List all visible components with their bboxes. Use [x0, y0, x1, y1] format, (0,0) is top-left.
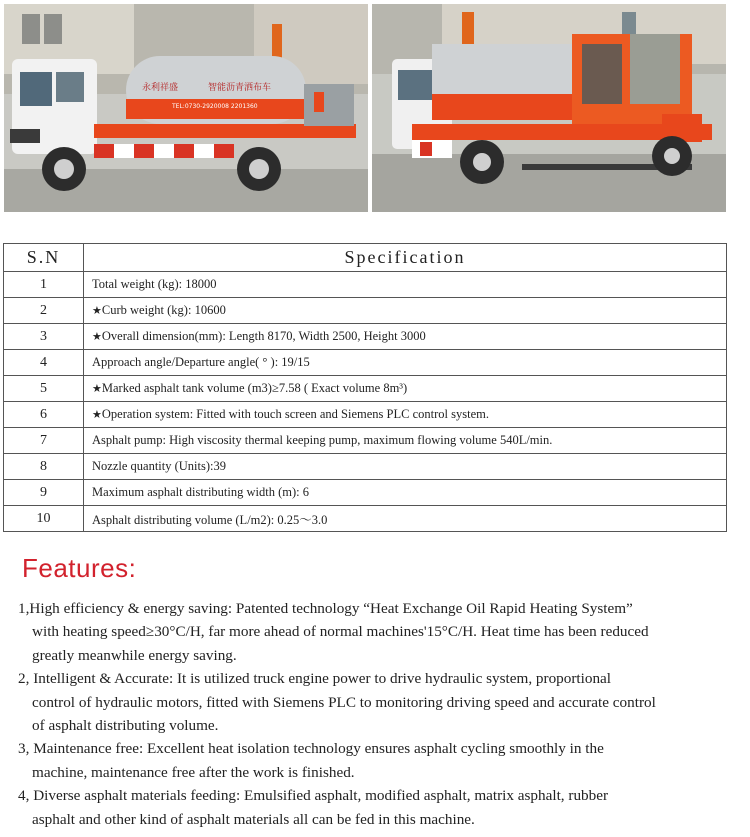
star-icon: ★ — [92, 330, 102, 343]
spec-text: Asphalt pump: High viscosity thermal keeping pump, maximum flowing volume 540L/min. — [92, 433, 553, 447]
tank-phone-text: TEL:0730-2920008 2201360 — [172, 103, 258, 110]
row-number: 1 — [4, 272, 84, 298]
feature-item — [18, 737, 750, 784]
feature-item — [18, 597, 750, 667]
table-row — [4, 272, 727, 298]
star-icon: ★ — [92, 408, 102, 421]
row-number: 9 — [4, 480, 84, 506]
truck-photos — [4, 4, 726, 212]
spec-text: Total weight (kg): 18000 — [92, 277, 217, 291]
feature-item — [18, 667, 750, 737]
table-row — [4, 324, 727, 350]
spec-cell — [84, 454, 727, 480]
table-row — [4, 480, 727, 506]
spec-text: Overall dimension(mm): Length 8170, Width 2500, Height 3000 — [101, 329, 426, 343]
table-row — [4, 506, 727, 532]
row-number: 8 — [4, 454, 84, 480]
spec-table-body — [4, 272, 727, 532]
tank-brand-text: 永利祥盛 — [142, 83, 179, 93]
feature-line: 3, Maintenance free: Excellent heat isolation technology ensures asphalt cycling smoothly in the — [18, 740, 604, 758]
spec-cell — [84, 324, 727, 350]
feature-line: control of hydraulic motors, fitted with Siemens PLC to monitoring driving speed and accurate control — [32, 693, 656, 711]
feature-line: 1,High efficiency & energy saving: Patented technology “Heat Exchange Oil Rapid Heating System” — [18, 600, 633, 617]
truck-side-illustration — [4, 4, 368, 212]
star-icon: ★ — [92, 382, 102, 395]
spec-text: Maximum asphalt distributing width (m): 6 — [92, 485, 309, 499]
spec-text: Approach angle/Departure angle( ° ): 19/15 — [92, 355, 310, 369]
spec-text: Operation system: Fitted with touch screen and Siemens PLC control system. — [101, 407, 489, 421]
spec-cell — [84, 272, 727, 298]
spec-cell — [84, 350, 727, 376]
features-list — [18, 597, 750, 831]
truck-rear-photo — [372, 4, 726, 212]
truck-side-photo — [4, 4, 368, 212]
spec-cell — [84, 298, 727, 324]
spec-cell — [84, 428, 727, 454]
feature-line: of asphalt distributing volume. — [32, 717, 219, 735]
spec-table-header — [4, 244, 727, 272]
row-number: 5 — [4, 376, 84, 402]
spec-cell — [84, 506, 727, 532]
feature-line: 4, Diverse asphalt materials feeding: Emulsified asphalt, modified asphalt, matrix asphalt, rubber — [18, 787, 609, 805]
feature-line: with heating speed≥30°C/H, far more ahead of normal machines'15°C/H. Heat time has been reduced — [32, 623, 649, 641]
spec-text: Curb weight (kg): 10600 — [101, 303, 226, 317]
spec-cell — [84, 376, 727, 402]
header-specification: Specification — [84, 244, 727, 272]
feature-line: 2, Intelligent & Accurate: It is utilized truck engine power to drive hydraulic system, proportional — [18, 670, 611, 688]
feature-line: machine, maintenance free after the work is finished. — [32, 763, 355, 781]
tank-model-text: 智能沥青洒布车 — [208, 83, 272, 93]
row-number: 10 — [4, 506, 84, 532]
table-row — [4, 428, 727, 454]
truck-rear-illustration — [372, 4, 726, 212]
row-number: 7 — [4, 428, 84, 454]
table-row — [4, 350, 727, 376]
feature-item — [18, 784, 750, 831]
star-icon: ★ — [92, 304, 102, 317]
row-number: 4 — [4, 350, 84, 376]
spec-text: Asphalt distributing volume (L/m2): 0.25～3.0 — [92, 512, 328, 527]
table-row — [4, 454, 727, 480]
row-number: 6 — [4, 402, 84, 428]
row-number: 2 — [4, 298, 84, 324]
spec-text: Marked asphalt tank volume (m3)≥7.58 ( Exact volume 8m³) — [101, 381, 408, 395]
feature-line: greatly meanwhile energy saving. — [32, 646, 237, 664]
feature-line: asphalt and other kind of asphalt materials all can be fed in this machine. — [32, 810, 475, 828]
spec-cell — [84, 402, 727, 428]
row-number: 3 — [4, 324, 84, 350]
header-sn: S.N — [4, 244, 84, 272]
table-row — [4, 376, 727, 402]
features-title: Features: — [22, 553, 137, 583]
spec-cell — [84, 480, 727, 506]
spec-table — [3, 243, 727, 532]
table-row — [4, 402, 727, 428]
table-row — [4, 298, 727, 324]
spec-text: Nozzle quantity (Units):39 — [92, 459, 226, 473]
